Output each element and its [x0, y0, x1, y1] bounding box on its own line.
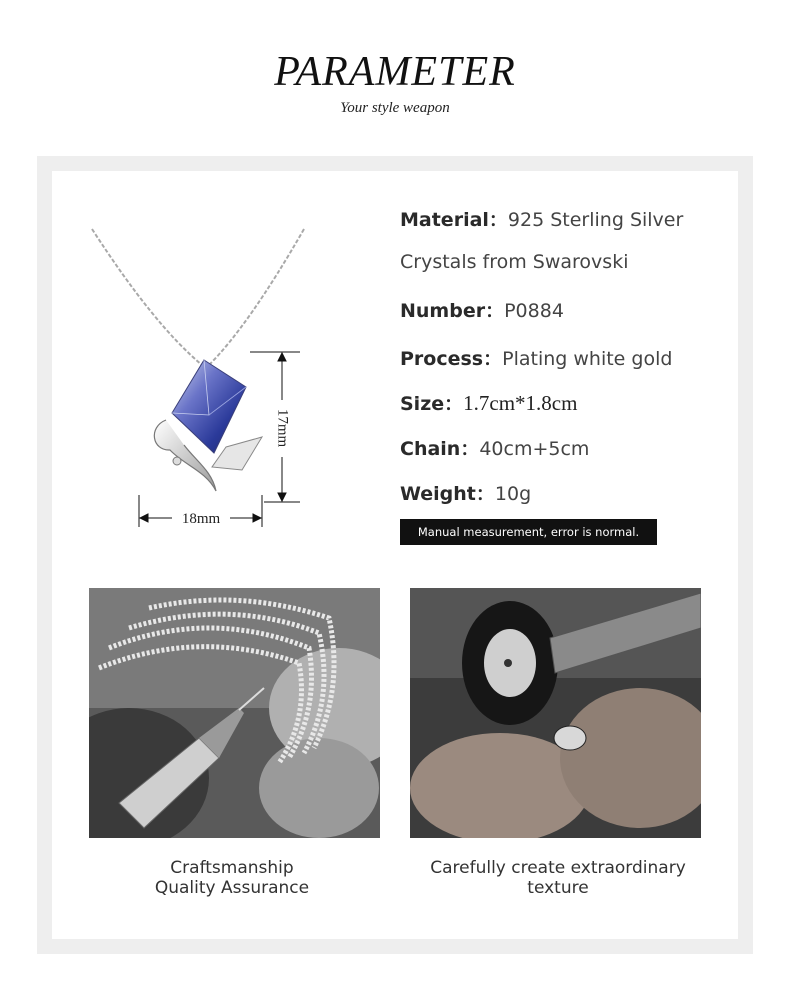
param-key: Chain：	[400, 438, 480, 460]
param-size	[400, 389, 577, 416]
pendant-icon	[154, 360, 262, 491]
param-material	[400, 205, 683, 232]
param-key: Material：	[400, 209, 508, 231]
param-value: P0884	[504, 300, 564, 322]
param-weight	[400, 479, 531, 506]
width-label: 18mm	[181, 511, 221, 527]
param-key: Number：	[400, 300, 505, 322]
product-image	[64, 215, 314, 535]
param-value: 925 Sterling Silver	[507, 209, 684, 231]
param-value: 1.7cm*1.8cm	[463, 391, 578, 415]
param-chain	[400, 434, 589, 461]
param-value: 10g	[494, 483, 532, 505]
param-key: Process：	[400, 348, 503, 370]
page-title: PARAMETER	[274, 49, 516, 95]
param-process	[400, 344, 672, 371]
param-value: Crystals from Swarovski	[400, 251, 629, 273]
param-key: Weight：	[400, 483, 495, 505]
param-crystals	[400, 251, 628, 273]
caption-line: texture	[527, 878, 589, 898]
caption-texture	[408, 858, 708, 898]
craftsmanship-photo	[89, 588, 380, 838]
caption-craftsmanship	[82, 858, 382, 898]
param-value: 40cm+5cm	[479, 438, 590, 460]
height-label: 17mm	[274, 408, 291, 448]
param-value: Plating white gold	[502, 348, 673, 370]
caption-line: Quality Assurance	[154, 878, 310, 898]
param-key: Size：	[400, 393, 464, 415]
polishing-photo	[410, 588, 701, 838]
measurement-note: Manual measurement, error is normal.	[400, 519, 657, 545]
page-subtitle: Your style weapon	[340, 100, 450, 116]
caption-line: Carefully create extraordinary	[430, 858, 686, 878]
caption-line: Craftsmanship	[170, 858, 294, 878]
param-number	[400, 296, 564, 323]
chain-icon	[92, 229, 304, 365]
